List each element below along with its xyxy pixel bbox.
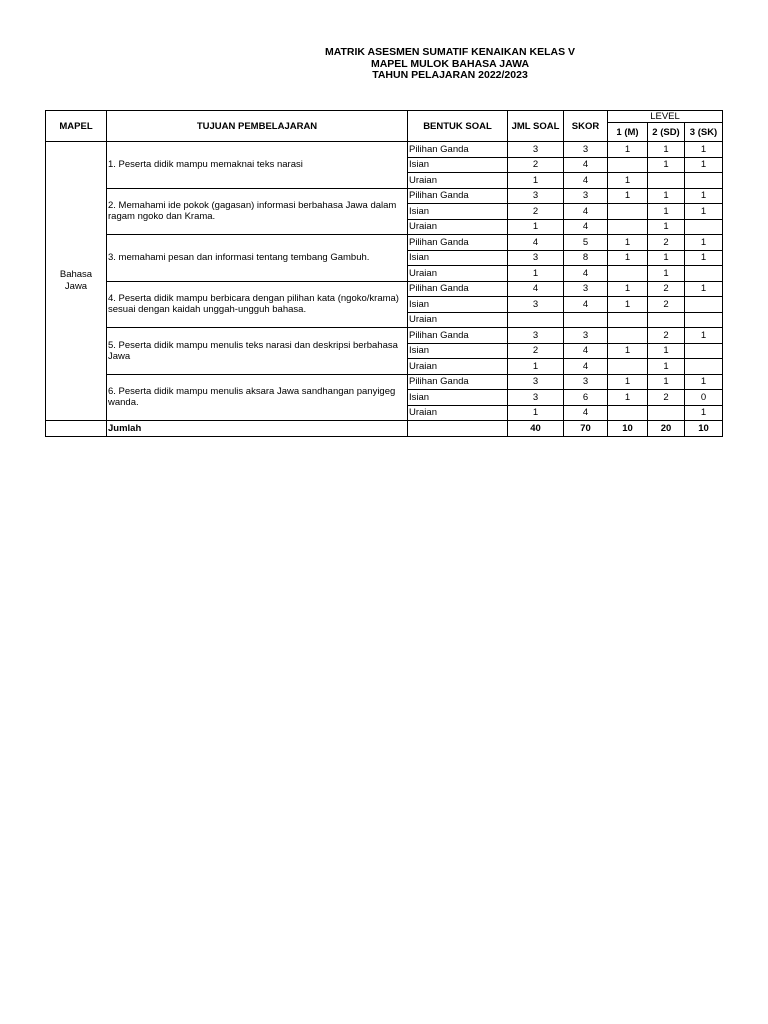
jml-soal-cell: 4 — [508, 281, 564, 297]
bentuk-soal-cell: Pilihan Ganda — [408, 188, 508, 204]
matrix-body — [46, 142, 723, 437]
level-3-cell: 1 — [685, 405, 723, 421]
header-level-1: 1 (M) — [608, 123, 648, 142]
skor-cell: 6 — [564, 390, 608, 406]
jml-soal-cell: 3 — [508, 297, 564, 313]
level-3-cell — [685, 173, 723, 189]
mapel-cell — [46, 142, 107, 421]
skor-cell: 4 — [564, 173, 608, 189]
level-2-cell: 2 — [648, 390, 685, 406]
tujuan-pembelajaran-cell: 3. memahami pesan dan informasi tentang tembang Gambuh. — [107, 235, 408, 282]
level-1-cell — [608, 405, 648, 421]
jml-soal-cell: 1 — [508, 219, 564, 235]
level-1-cell — [608, 266, 648, 282]
level-3-cell — [685, 266, 723, 282]
jml-soal-cell: 2 — [508, 204, 564, 220]
skor-cell: 4 — [564, 219, 608, 235]
total-level-3: 10 — [685, 421, 723, 437]
tujuan-pembelajaran-cell: 5. Peserta didik mampu menulis teks narasi dan deskripsi berbahasa Jawa — [107, 328, 408, 375]
skor-cell: 4 — [564, 157, 608, 173]
header-bentuk-soal: BENTUK SOAL — [408, 111, 508, 142]
level-1-cell: 1 — [608, 250, 648, 266]
table-row — [46, 374, 723, 390]
jml-soal-cell: 1 — [508, 173, 564, 189]
level-2-cell: 1 — [648, 250, 685, 266]
level-3-cell: 0 — [685, 390, 723, 406]
header-jml-soal: JML SOAL — [508, 111, 564, 142]
tujuan-pembelajaran-cell: 6. Peserta didik mampu menulis aksara Jawa sandhangan panyigeg wanda. — [107, 374, 408, 421]
level-2-cell: 1 — [648, 188, 685, 204]
level-2-cell — [648, 173, 685, 189]
total-bentuk-cell — [408, 421, 508, 437]
jml-soal-cell: 2 — [508, 157, 564, 173]
skor-cell: 3 — [564, 188, 608, 204]
header-level-2: 2 (SD) — [648, 123, 685, 142]
bentuk-soal-cell: Uraian — [408, 405, 508, 421]
level-3-cell: 1 — [685, 328, 723, 344]
bentuk-soal-cell: Isian — [408, 157, 508, 173]
level-3-cell: 1 — [685, 157, 723, 173]
level-1-cell — [608, 328, 648, 344]
total-row — [46, 421, 723, 437]
jml-soal-cell: 4 — [508, 235, 564, 251]
jml-soal-cell — [508, 312, 564, 328]
jml-soal-cell: 3 — [508, 374, 564, 390]
bentuk-soal-cell: Isian — [408, 297, 508, 313]
level-3-cell: 1 — [685, 188, 723, 204]
total-jml-soal: 40 — [508, 421, 564, 437]
skor-cell: 4 — [564, 405, 608, 421]
level-2-cell: 2 — [648, 297, 685, 313]
jml-soal-cell: 1 — [508, 266, 564, 282]
skor-cell: 3 — [564, 374, 608, 390]
level-1-cell — [608, 219, 648, 235]
level-3-cell: 1 — [685, 281, 723, 297]
skor-cell: 3 — [564, 142, 608, 158]
level-3-cell: 1 — [685, 142, 723, 158]
header-mapel: MAPEL — [46, 111, 107, 142]
table-row — [46, 281, 723, 297]
level-2-cell: 1 — [648, 374, 685, 390]
table-row — [46, 235, 723, 251]
skor-cell — [564, 312, 608, 328]
bentuk-soal-cell: Isian — [408, 343, 508, 359]
jml-soal-cell: 3 — [508, 142, 564, 158]
mapel-line-1: Bahasa — [59, 269, 93, 280]
level-1-cell — [608, 359, 648, 375]
total-label: Jumlah — [107, 421, 408, 437]
level-2-cell — [648, 312, 685, 328]
level-2-cell: 1 — [648, 157, 685, 173]
level-1-cell: 1 — [608, 281, 648, 297]
skor-cell: 8 — [564, 250, 608, 266]
bentuk-soal-cell: Uraian — [408, 173, 508, 189]
bentuk-soal-cell: Pilihan Ganda — [408, 281, 508, 297]
level-1-cell: 1 — [608, 343, 648, 359]
level-2-cell: 1 — [648, 204, 685, 220]
jml-soal-cell: 1 — [508, 405, 564, 421]
jml-soal-cell: 3 — [508, 390, 564, 406]
skor-cell: 4 — [564, 359, 608, 375]
mapel-line-2: Jawa — [64, 281, 88, 292]
title-line-2: MAPEL MULOK BAHASA JAWA — [370, 57, 530, 70]
level-1-cell: 1 — [608, 235, 648, 251]
bentuk-soal-cell: Uraian — [408, 312, 508, 328]
header-level-3: 3 (SK) — [685, 123, 723, 142]
skor-cell: 4 — [564, 297, 608, 313]
document-title-block — [300, 47, 600, 82]
level-1-cell: 1 — [608, 390, 648, 406]
level-2-cell: 1 — [648, 219, 685, 235]
level-2-cell: 2 — [648, 281, 685, 297]
skor-cell: 4 — [564, 266, 608, 282]
jml-soal-cell: 1 — [508, 359, 564, 375]
total-level-2: 20 — [648, 421, 685, 437]
level-3-cell: 1 — [685, 374, 723, 390]
level-2-cell — [648, 405, 685, 421]
total-level-1: 10 — [608, 421, 648, 437]
level-1-cell — [608, 204, 648, 220]
header-row-1 — [46, 111, 723, 123]
table-row — [46, 188, 723, 204]
table-row — [46, 142, 723, 158]
level-2-cell: 2 — [648, 328, 685, 344]
level-2-cell: 1 — [648, 266, 685, 282]
level-1-cell: 1 — [608, 374, 648, 390]
skor-cell: 4 — [564, 343, 608, 359]
total-mapel-cell — [46, 421, 107, 437]
header-skor: SKOR — [564, 111, 608, 142]
tujuan-pembelajaran-cell: 4. Peserta didik mampu berbicara dengan pilihan kata (ngoko/krama) sesuai dengan kaidah unggah-ungguh bahasa. — [107, 281, 408, 328]
level-1-cell — [608, 157, 648, 173]
level-1-cell: 1 — [608, 188, 648, 204]
level-3-cell — [685, 343, 723, 359]
level-3-cell — [685, 312, 723, 328]
jml-soal-cell: 3 — [508, 250, 564, 266]
bentuk-soal-cell: Pilihan Ganda — [408, 328, 508, 344]
bentuk-soal-cell: Uraian — [408, 359, 508, 375]
header-level: LEVEL — [608, 111, 723, 123]
bentuk-soal-cell: Isian — [408, 204, 508, 220]
assessment-matrix-table — [45, 110, 723, 437]
header-tujuan: TUJUAN PEMBELAJARAN — [107, 111, 408, 142]
bentuk-soal-cell: Pilihan Ganda — [408, 142, 508, 158]
skor-cell: 4 — [564, 204, 608, 220]
jml-soal-cell: 3 — [508, 328, 564, 344]
level-3-cell — [685, 297, 723, 313]
jml-soal-cell: 3 — [508, 188, 564, 204]
jml-soal-cell: 2 — [508, 343, 564, 359]
tujuan-pembelajaran-cell: 1. Peserta didik mampu memaknai teks narasi — [107, 142, 408, 189]
level-3-cell — [685, 359, 723, 375]
bentuk-soal-cell: Isian — [408, 390, 508, 406]
level-1-cell: 1 — [608, 142, 648, 158]
bentuk-soal-cell: Pilihan Ganda — [408, 374, 508, 390]
level-1-cell: 1 — [608, 297, 648, 313]
bentuk-soal-cell: Pilihan Ganda — [408, 235, 508, 251]
level-2-cell: 1 — [648, 142, 685, 158]
skor-cell: 3 — [564, 328, 608, 344]
bentuk-soal-cell: Uraian — [408, 266, 508, 282]
level-3-cell: 1 — [685, 235, 723, 251]
title-line-3: TAHUN PELAJARAN 2022/2023 — [372, 69, 528, 81]
skor-cell: 5 — [564, 235, 608, 251]
level-3-cell — [685, 219, 723, 235]
skor-cell: 3 — [564, 281, 608, 297]
level-1-cell: 1 — [608, 173, 648, 189]
level-1-cell — [608, 312, 648, 328]
level-3-cell: 1 — [685, 204, 723, 220]
level-3-cell: 1 — [685, 250, 723, 266]
tujuan-pembelajaran-cell: 2. Memahami ide pokok (gagasan) informasi berbahasa Jawa dalam ragam ngoko dan Krama. — [107, 188, 408, 235]
title-line-1: MATRIK ASESMEN SUMATIF KENAIKAN KELAS V — [324, 46, 576, 58]
total-skor: 70 — [564, 421, 608, 437]
bentuk-soal-cell: Uraian — [408, 219, 508, 235]
table-row — [46, 328, 723, 344]
level-2-cell: 1 — [648, 343, 685, 359]
level-2-cell: 2 — [648, 235, 685, 251]
bentuk-soal-cell: Isian — [408, 250, 508, 266]
level-2-cell: 1 — [648, 359, 685, 375]
